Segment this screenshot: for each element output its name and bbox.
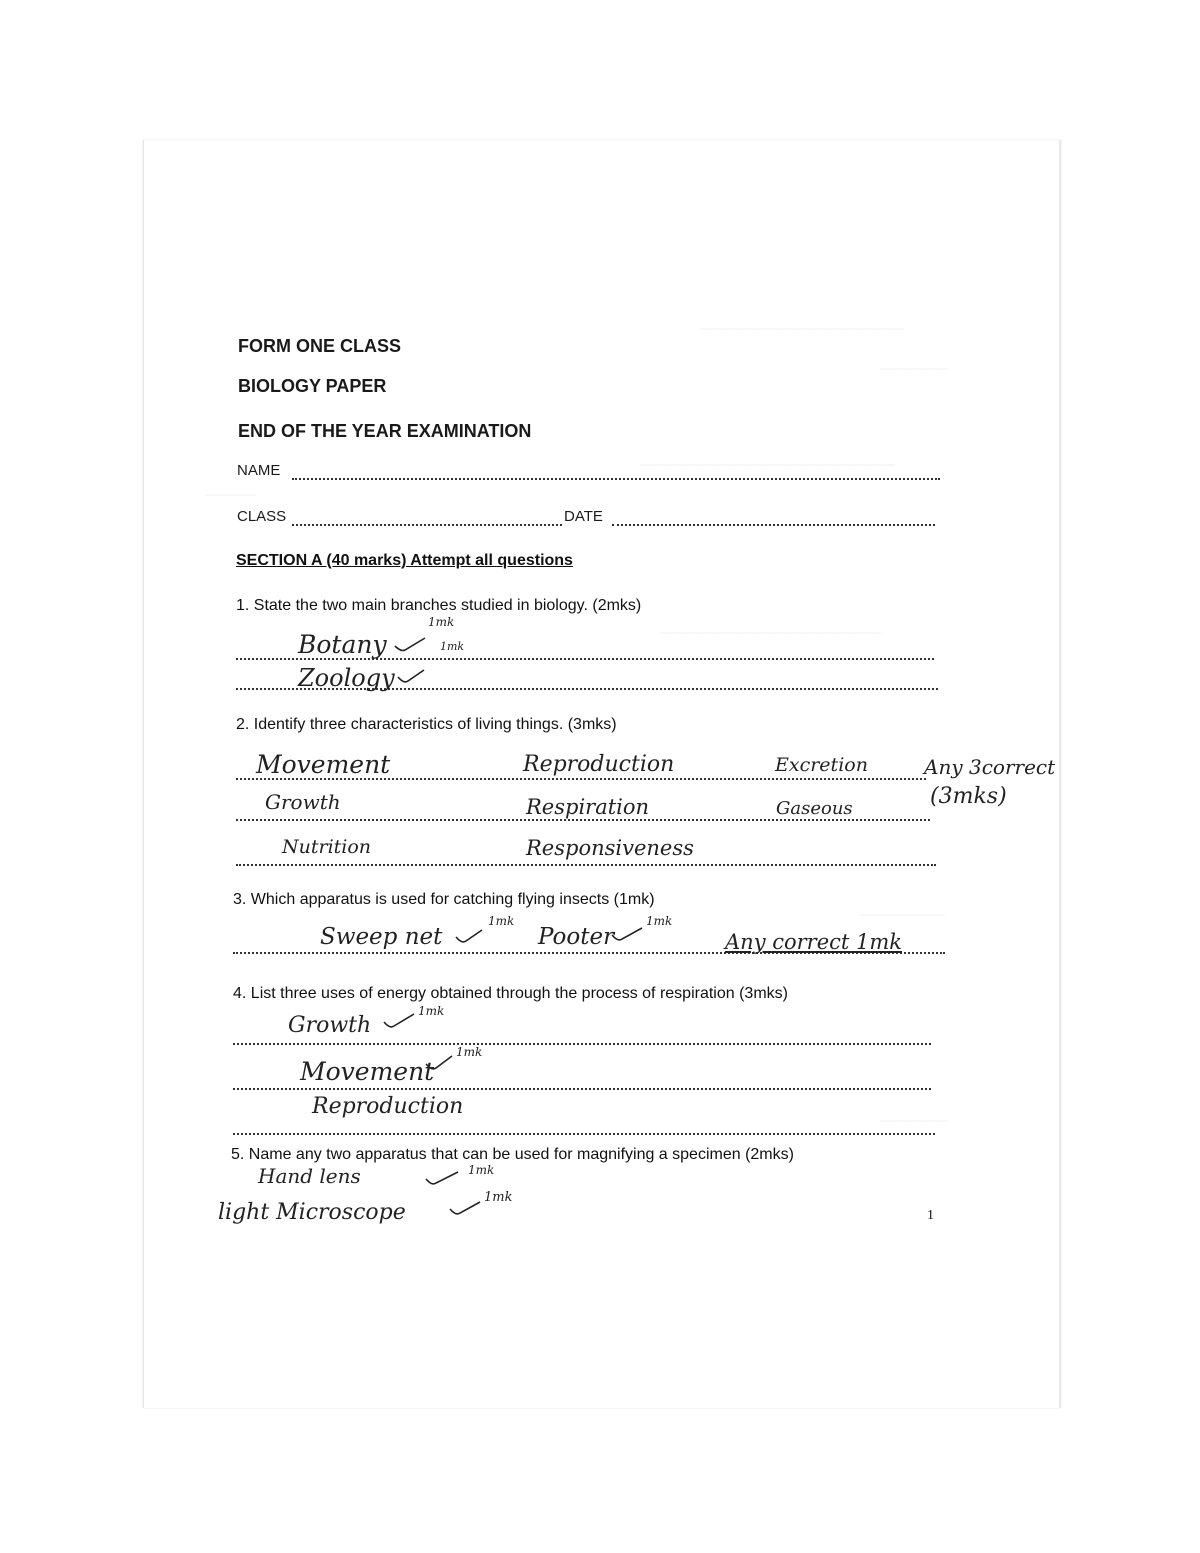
question-4: 4. List three uses of energy obtained through the process of respiration (3mks) [233,985,788,1002]
bleed-through-mark: ———— [880,1110,948,1129]
answer-line [233,1043,931,1045]
handwritten-answer: Gaseous [776,798,853,819]
marking-note: Any 3correct [924,755,1056,779]
answer-line [236,864,936,866]
date-line [612,524,935,526]
tick-mark-icon [393,636,427,656]
name-line [292,478,940,480]
section-title: SECTION A (40 marks) Attempt all questions [236,552,573,569]
page-number: 1 [927,1208,934,1223]
class-label: CLASS [237,508,287,525]
mark-note: 1mk [484,1190,513,1205]
answer-line [233,1088,931,1090]
handwritten-answer: Excretion [775,754,868,776]
handwritten-answer: Zoology [298,664,395,692]
class-line [292,524,562,526]
handwritten-answer: Pooter [538,924,615,950]
question-3: 3. Which apparatus is used for catching flying insects (1mk) [233,891,655,908]
handwritten-answer: Reproduction [523,752,675,777]
tick-mark-icon [454,928,484,946]
question-5: 5. Name any two apparatus that can be used for magnifying a specimen (2mks) [231,1146,794,1163]
tick-mark-icon [424,1054,454,1074]
answer-line [236,819,930,821]
handwritten-answer: light Microscope [218,1200,406,1225]
handwritten-answer: Nutrition [282,836,372,858]
handwritten-answer: Movement [300,1057,435,1086]
handwritten-answer: Movement [256,750,391,779]
mark-note: 1mk [468,1163,495,1177]
mark-note: 1mk [440,640,465,653]
handwritten-answer: Respiration [526,795,650,819]
form-class-heading: FORM ONE CLASS [238,336,402,356]
mark-note: 1mk [456,1045,483,1059]
bleed-through-mark: ——————————————— [640,454,895,473]
exam-title-heading: END OF THE YEAR EXAMINATION [238,421,532,441]
name-label: NAME [237,462,281,479]
tick-mark-icon [610,926,644,944]
handwritten-answer: Sweep net [320,924,443,950]
tick-mark-icon [396,668,426,686]
marking-note: Any correct 1mk [725,930,903,954]
mark-note: 1mk [418,1004,445,1018]
bleed-through-mark: ——— [205,484,256,503]
marking-note: (3mks) [930,784,1007,809]
mark-note: 1mk [488,914,515,928]
mark-note: 1mk [646,914,673,928]
handwritten-answer: Growth [265,790,341,814]
bleed-through-mark: ———————————— [700,318,904,337]
handwritten-answer: Reproduction [312,1094,464,1119]
tick-mark-icon [448,1200,482,1218]
tick-mark-icon [424,1170,460,1188]
bleed-through-mark: ———— [880,358,948,377]
mark-note: 1mk [428,615,455,629]
question-1: 1. State the two main branches studied in biology. (2mks) [236,597,642,614]
handwritten-answer: Responsiveness [526,836,694,860]
date-label: DATE [564,508,603,525]
bleed-through-mark: ————— [860,904,945,923]
tick-mark-icon [382,1012,416,1032]
answer-line [233,1133,935,1135]
handwritten-answer: Botany [298,630,387,659]
question-2: 2. Identify three characteristics of living things. (3mks) [236,716,617,733]
bleed-through-mark: ————————————— [660,622,881,641]
subject-heading: BIOLOGY PAPER [238,376,387,396]
handwritten-answer: Hand lens [258,1164,361,1188]
handwritten-answer: Growth [288,1013,372,1038]
